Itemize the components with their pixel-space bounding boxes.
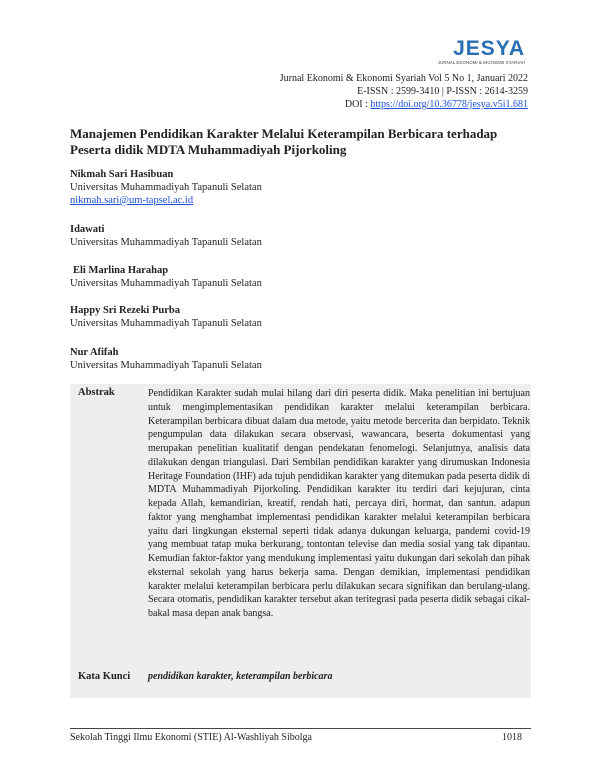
author-block (70, 346, 262, 372)
author-affiliation: Universitas Muhammadiyah Tapanuli Selatan (70, 278, 262, 289)
page-number: 1018 (502, 732, 522, 743)
author-block (70, 168, 262, 207)
author-name: Idawati (70, 224, 105, 235)
footer-institution: Sekolah Tinggi Ilmu Ekonomi (STIE) Al-Washliyah Sibolga (70, 732, 312, 743)
abstract-text: Pendidikan Karakter sudah mulai hilang dari diri peserta didik. Maka penelitian ini bertujuan untuk mengimplementasikan pendidikan karakter melalui keterampilan berbicara. Keterampilan berbicara dibuat dalam dua metode, yaitu metode bercerita dan berpidato. Teknik pengumpulan data dilakukan secara observasi, wawancara, beserta dokumentasi yang merupakan penelitian kualitatif dengan pendekatan fenomelogi. Selanjutnya, analisis data dilakukan dengan triangulasi. Dari Sembilan pendidikan karakter yang dirumuskan Indonesia Heritage Foundation (IHF) ada tujuh pendidikan karakter yang ditemukan pada peserta didik di MDTA Muhammadiyah Pijorkoling. Pendidikan karakter itu terdiri dari kejujuran, cinta kepada Allah, kemandirian, kreatif, rendah hati, percaya diri, hormat, dan santun. adapun faktor yang menghambat implementasi pendidikan karakter melalui keterampilan berbicara yaitu dari lingkungan eksternal seperti tidak adanya dukungan keluarga, pandemi covid-19 yang membuat tatap muka berkurang, tontontan televise dan media sosial yang tak dipantau. Kemudian faktor-faktor yang mendukung implementasi yaitu dukungan dari sekolah dan pihak eksternal sekolah yang harus bekerja sama. Dengan demikian, implementasi pendidikan karakter melalui keterampilan berbicara perlu dilakukan secara signifikan dan berulang-ulang. Secara otomatis, pendidikan karakter tersebut akan teritegrasi pada peserta didik sebagai cikal-bakal masa depan anak bangsa. (148, 388, 530, 619)
footer-divider (70, 728, 531, 729)
author-name: Happy Sri Rezeki Purba (70, 305, 180, 316)
journal-logo (405, 38, 525, 66)
journal-line: Jurnal Ekonomi & Ekonomi Syariah Vol 5 No 1, Januari 2022 (279, 73, 528, 84)
author-block (70, 223, 262, 249)
author-block (70, 264, 262, 290)
abstract-box (70, 384, 531, 698)
logo-text: JESYA (453, 37, 525, 60)
doi-label: DOI : (344, 99, 371, 110)
author-name: Eli Marlina Harahap (73, 265, 169, 276)
author-affiliation: Universitas Muhammadiyah Tapanuli Selatan (70, 360, 262, 371)
keywords-text: pendidikan karakter, keterampilan berbicara (148, 671, 333, 682)
abstract-label: Abstrak (78, 387, 115, 398)
author-email-link[interactable]: nikmah.sari@um-tapsel.ac.id (70, 195, 194, 206)
author-name: Nur Afifah (70, 347, 119, 358)
keywords-label: Kata Kunci (78, 671, 131, 682)
logo-subtitle: JURNAL EKONOMI & EKONOMI SYARIAH (437, 60, 525, 65)
journal-info (280, 72, 528, 111)
doi-link[interactable]: https://doi.org/10.36778/jesya.v5i1.681 (370, 99, 528, 110)
author-affiliation: Universitas Muhammadiyah Tapanuli Selatan (70, 318, 262, 329)
author-affiliation: Universitas Muhammadiyah Tapanuli Selatan (70, 237, 262, 248)
author-affiliation: Universitas Muhammadiyah Tapanuli Selatan (70, 182, 262, 193)
doi-line (280, 98, 528, 111)
author-name: Nikmah Sari Hasibuan (70, 169, 174, 180)
author-block (70, 304, 262, 330)
issn-line: E-ISSN : 2599-3410 | P-ISSN : 2614-3259 (357, 86, 528, 97)
paper-title: Manajemen Pendidikan Karakter Melalui Keterampilan Berbicara terhadap Peserta didik MDTA Muhammadiyah Pijorkoling (70, 126, 498, 157)
